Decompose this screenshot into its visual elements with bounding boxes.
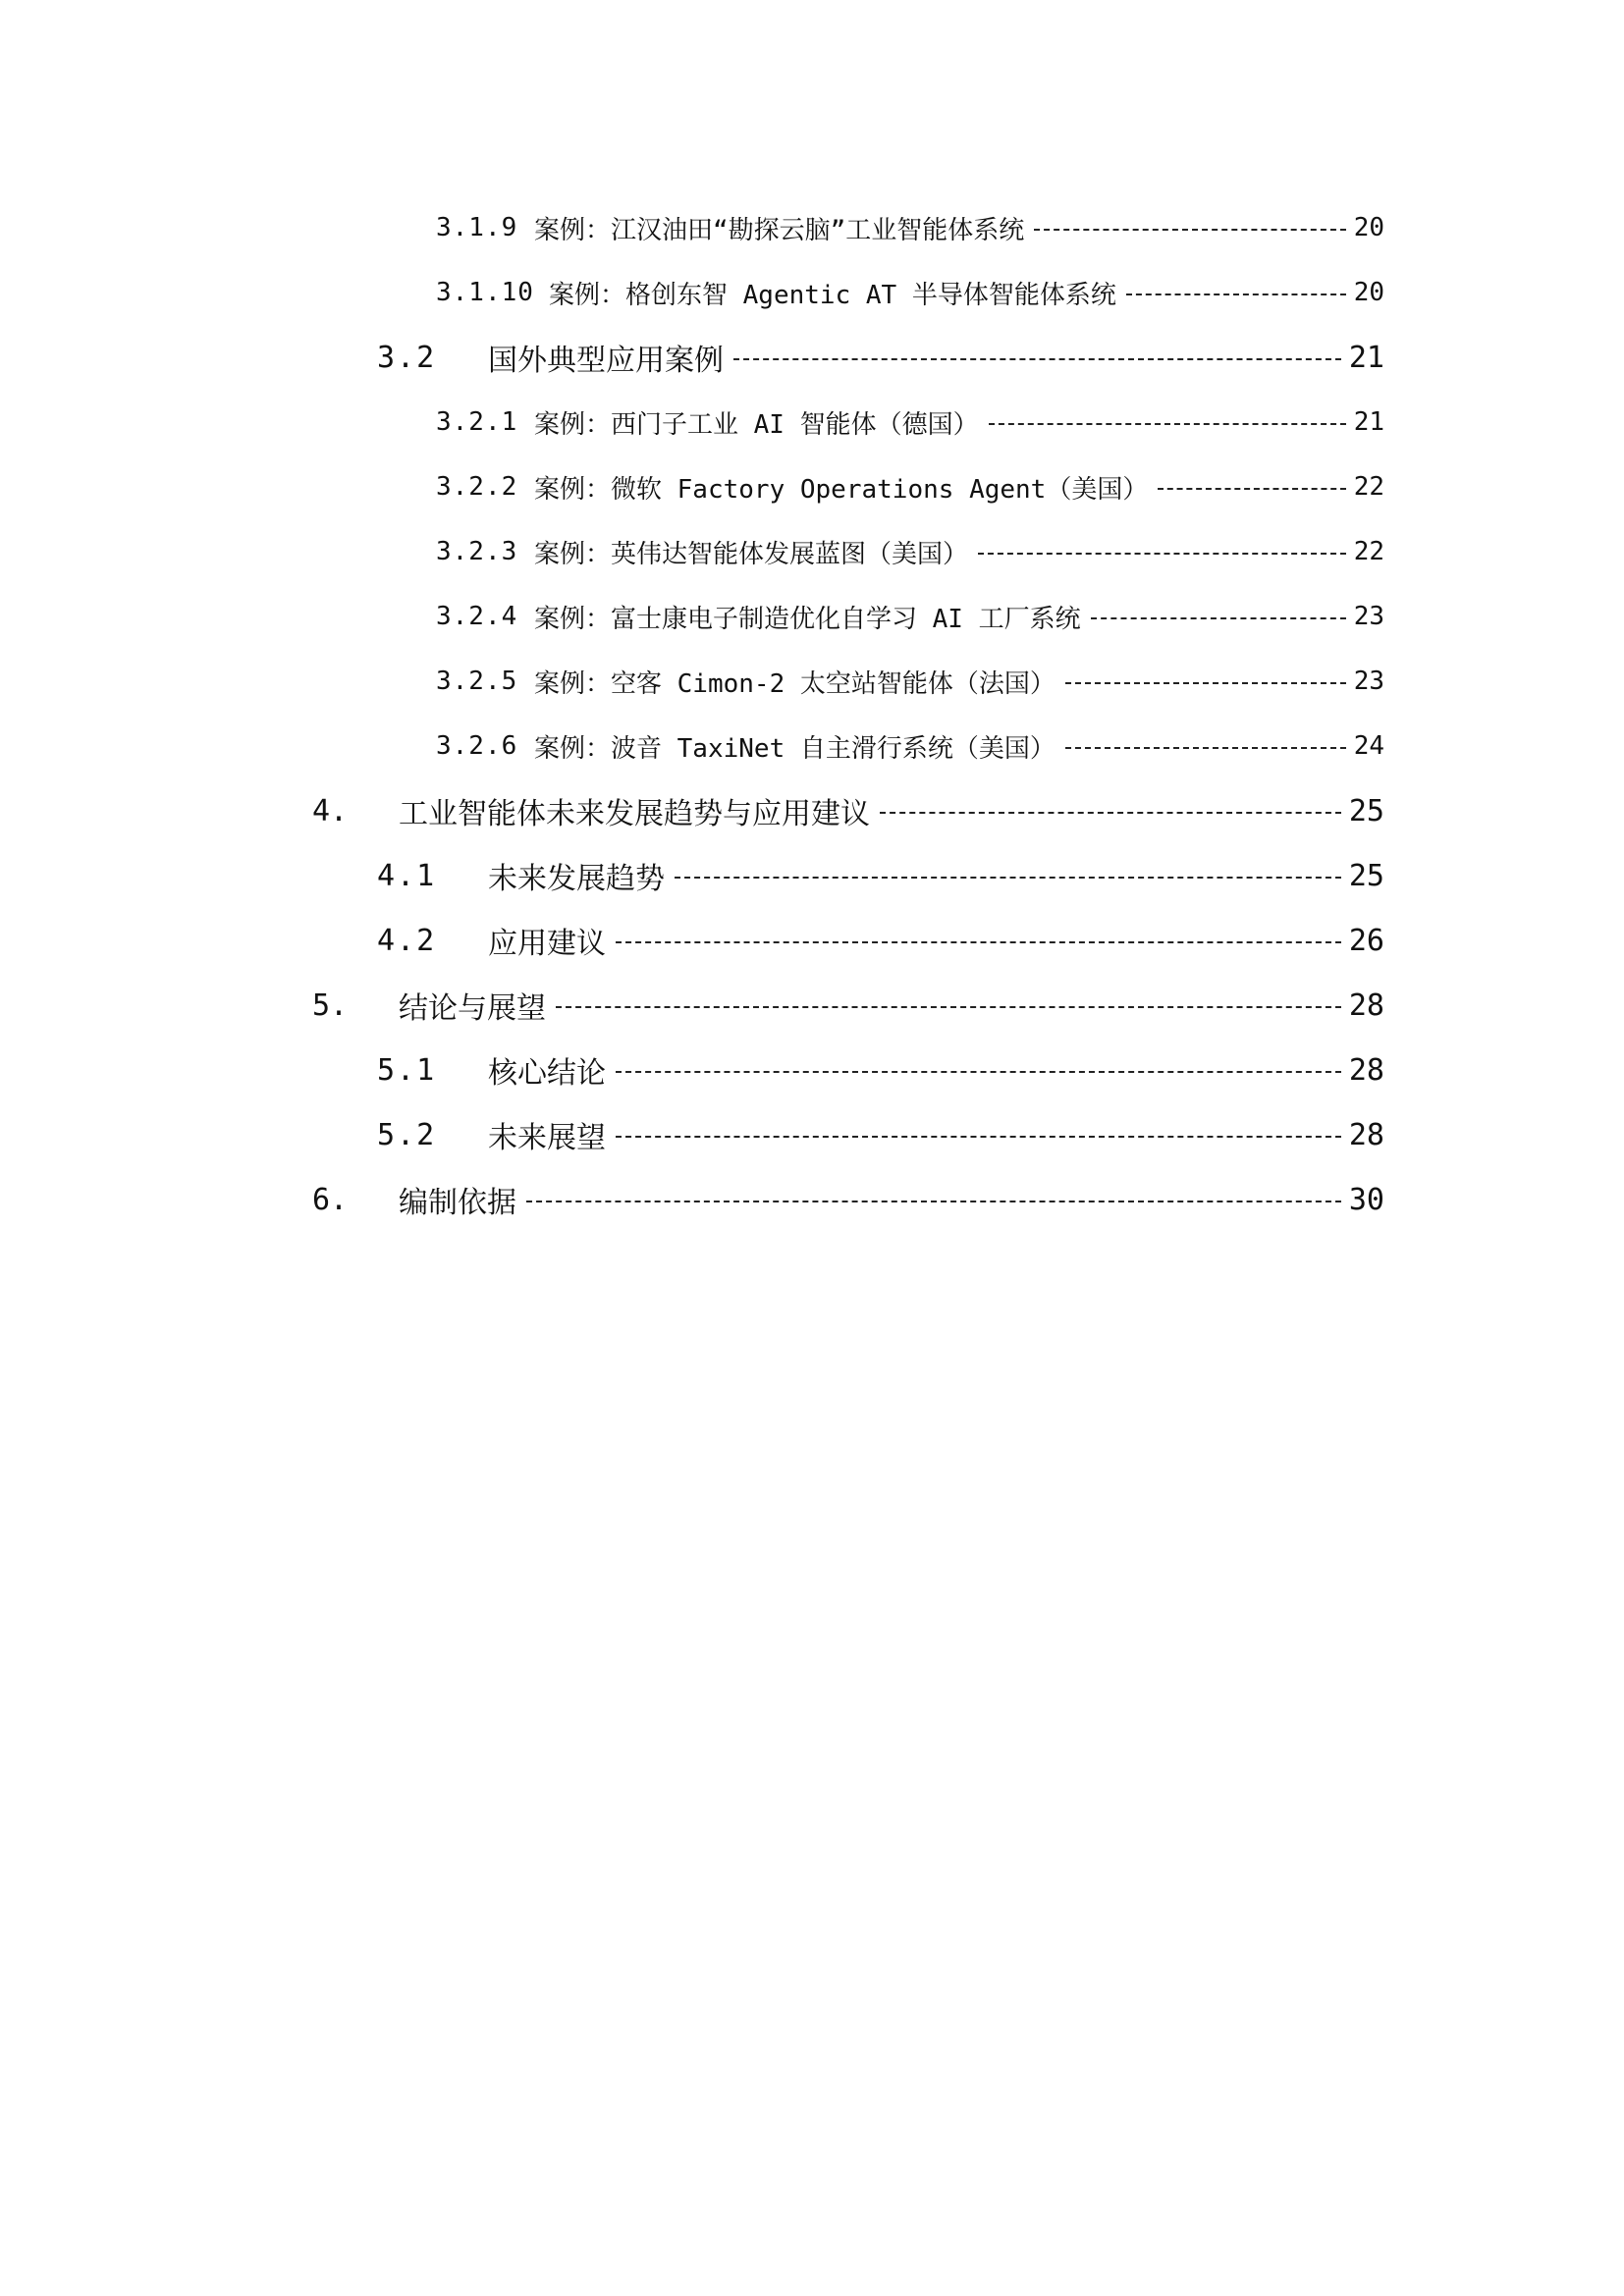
- dot-leader: [880, 812, 1341, 814]
- toc-entry-title: 应用建议: [488, 927, 606, 961]
- dot-leader: [1126, 294, 1346, 295]
- toc-entry-5-1[interactable]: [377, 1050, 1384, 1090]
- toc-entry-title: 结论与展望: [399, 991, 546, 1026]
- toc-entry-title: 案例：富士康电子制造优化自学习 AI 工厂系统: [534, 604, 1081, 634]
- toc-entry-page: 25: [1348, 793, 1384, 828]
- dot-leader: [1158, 488, 1345, 490]
- toc-entry-title: 案例：格创东智 Agentic AT 半导体智能体系统: [549, 280, 1116, 310]
- toc-entry-page: 25: [1348, 858, 1384, 893]
- toc-entry-3-2-6[interactable]: [436, 726, 1384, 766]
- dot-leader: [1091, 617, 1346, 619]
- toc-entry-3-1-10[interactable]: [436, 273, 1384, 312]
- toc-entry-page: 22: [1353, 537, 1384, 566]
- toc-entry-number: 3.2.3: [436, 537, 518, 566]
- toc-entry-title: 国外典型应用案例: [488, 344, 724, 378]
- toc-entry-page: 28: [1348, 1117, 1384, 1152]
- toc-entry-page: 22: [1353, 472, 1384, 502]
- toc-entry-4-1[interactable]: [377, 856, 1384, 895]
- dot-leader: [556, 1006, 1341, 1008]
- toc-entry-3-2-5[interactable]: [436, 662, 1384, 701]
- toc-entry-title: 案例：微软 Factory Operations Agent（美国）: [534, 474, 1149, 505]
- toc-entry-title: 案例：波音 TaxiNet 自主滑行系统（美国）: [534, 733, 1056, 764]
- toc-entry-page: 26: [1348, 923, 1384, 958]
- toc-entry-number: 6.: [312, 1182, 349, 1217]
- toc-entry-number: 3.2.6: [436, 731, 518, 761]
- dot-leader: [616, 1071, 1341, 1073]
- toc-entry-6[interactable]: [312, 1180, 1384, 1219]
- toc-entry-3-2-2[interactable]: [436, 467, 1384, 507]
- toc-entry-number: 3.2.4: [436, 602, 518, 631]
- toc-entry-3-2-3[interactable]: [436, 532, 1384, 571]
- dot-leader: [978, 553, 1346, 555]
- toc-entry-3-2-4[interactable]: [436, 597, 1384, 636]
- toc-entry-number: 4.: [312, 793, 349, 828]
- toc-entry-page: 28: [1348, 988, 1384, 1023]
- toc-entry-title: 案例：江汉油田“勘探云脑”工业智能体系统: [534, 215, 1025, 245]
- toc-entry-title: 未来发展趋势: [488, 862, 665, 896]
- toc-entry-3-1-9[interactable]: [436, 208, 1384, 247]
- toc-entry-title: 未来展望: [488, 1121, 606, 1155]
- toc-entry-number: 5.2: [377, 1117, 437, 1152]
- toc-entry-5-2[interactable]: [377, 1115, 1384, 1154]
- toc-entry-3-2[interactable]: [377, 338, 1384, 377]
- dot-leader: [675, 877, 1341, 879]
- toc-entry-number: 5.1: [377, 1052, 437, 1088]
- toc-entry-page: 21: [1353, 407, 1384, 437]
- toc-entry-number: 3.1.10: [436, 278, 534, 307]
- toc-entry-page: 23: [1353, 667, 1384, 696]
- toc-entry-number: 3.1.9: [436, 213, 518, 242]
- toc-entry-page: 21: [1348, 340, 1384, 375]
- toc-entry-title: 案例：英伟达智能体发展蓝图（美国）: [534, 539, 969, 569]
- dot-leader: [616, 1136, 1341, 1138]
- toc-entry-number: 3.2.2: [436, 472, 518, 502]
- toc-entry-page: 20: [1353, 278, 1384, 307]
- toc-entry-title: 核心结论: [488, 1056, 606, 1091]
- dot-leader: [989, 423, 1346, 425]
- dot-leader: [1065, 747, 1346, 749]
- toc-entry-number: 3.2: [377, 340, 437, 375]
- toc-entry-number: 3.2.1: [436, 407, 518, 437]
- toc-entry-5[interactable]: [312, 986, 1384, 1025]
- toc-entry-title: 编制依据: [399, 1186, 516, 1220]
- toc-entry-number: 4.1: [377, 858, 437, 893]
- toc-entry-title: 案例：西门子工业 AI 智能体（德国）: [534, 409, 979, 440]
- toc-entry-page: 20: [1353, 213, 1384, 242]
- dot-leader: [733, 358, 1341, 360]
- dot-leader: [1065, 682, 1346, 684]
- toc-entry-number: 3.2.5: [436, 667, 518, 696]
- toc-entry-page: 30: [1348, 1182, 1384, 1217]
- toc-entry-3-2-1[interactable]: [436, 402, 1384, 442]
- toc-entry-4-2[interactable]: [377, 921, 1384, 960]
- toc-entry-page: 24: [1353, 731, 1384, 761]
- dot-leader: [616, 941, 1341, 943]
- toc-entry-4[interactable]: [312, 791, 1384, 830]
- toc-entry-page: 28: [1348, 1052, 1384, 1088]
- toc-entry-title: 案例：空客 Cimon-2 太空站智能体（法国）: [534, 668, 1056, 699]
- toc-entry-title: 工业智能体未来发展趋势与应用建议: [399, 797, 870, 831]
- dot-leader: [526, 1201, 1341, 1202]
- dot-leader: [1034, 229, 1345, 231]
- toc-entry-number: 4.2: [377, 923, 437, 958]
- toc-entry-page: 23: [1353, 602, 1384, 631]
- toc-entry-number: 5.: [312, 988, 349, 1023]
